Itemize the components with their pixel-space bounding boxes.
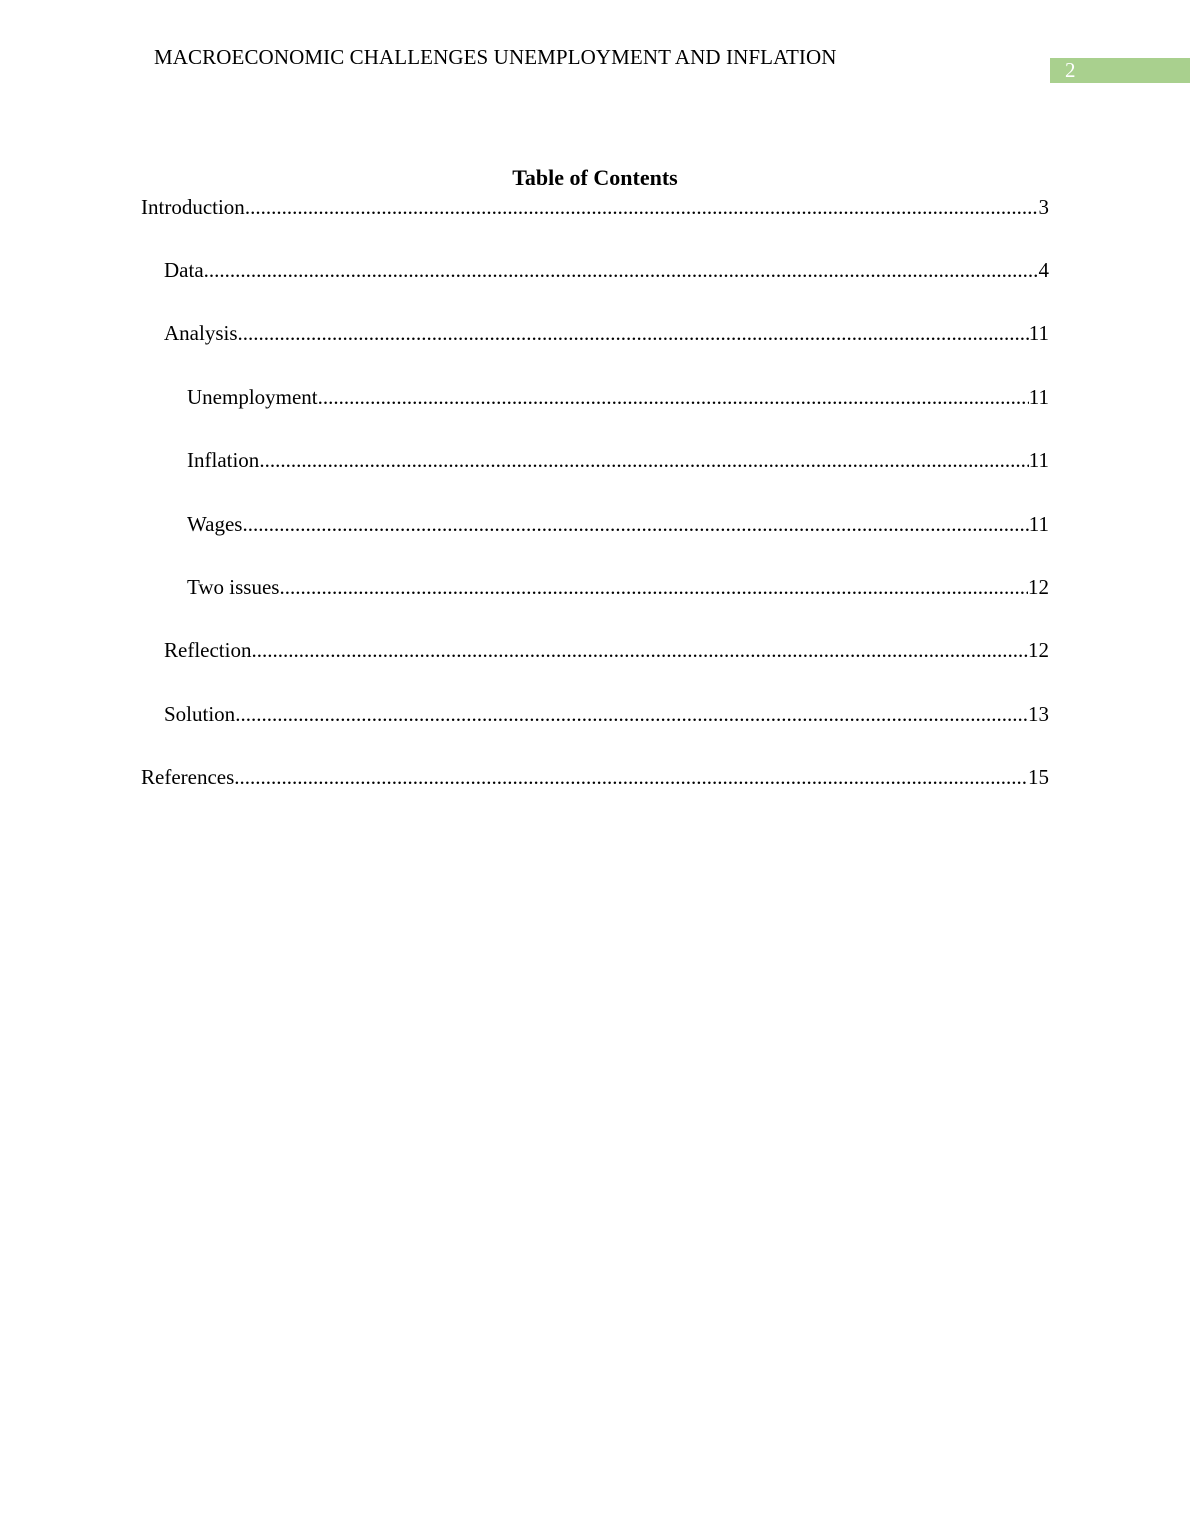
toc-dot-leader — [238, 320, 1029, 346]
toc-entry-label: Solution — [164, 702, 236, 726]
toc-entry-label: Reflection — [164, 638, 252, 662]
toc-entry-references[interactable] — [141, 764, 1049, 790]
toc-title: Table of Contents — [512, 165, 678, 190]
toc-entry-label: References — [141, 765, 235, 789]
toc-entry-label: Inflation — [187, 448, 260, 472]
toc-entry-label: Analysis — [164, 321, 238, 345]
page-number-badge: 2 — [1050, 58, 1190, 83]
toc-entry-page: 11 — [1028, 321, 1049, 345]
toc-dot-leader — [242, 511, 1028, 537]
toc-entry-label: Unemployment — [187, 385, 318, 409]
toc-entry-page: 12 — [1028, 575, 1049, 599]
toc-entry-page: 4 — [1038, 258, 1049, 282]
toc-entry-reflection[interactable] — [164, 637, 1049, 663]
toc-entry-page: 11 — [1028, 512, 1049, 536]
toc-dot-leader — [234, 764, 1028, 790]
toc-entry-label: Wages — [187, 512, 243, 536]
toc-dot-leader — [318, 384, 1029, 410]
toc-entry-unemployment[interactable] — [187, 384, 1049, 410]
toc-entry-page: 15 — [1028, 765, 1049, 789]
toc-dot-leader — [279, 574, 1028, 600]
toc-dot-leader — [235, 701, 1028, 727]
toc-entry-data[interactable] — [164, 257, 1049, 283]
toc-entry-label: Two issues — [187, 575, 280, 599]
toc-entry-page: 3 — [1038, 195, 1049, 219]
toc-entry-page: 11 — [1028, 385, 1049, 409]
toc-entry-introduction[interactable] — [141, 194, 1049, 220]
toc-entry-page: 13 — [1028, 702, 1049, 726]
toc-entry-label: Data — [164, 258, 204, 282]
toc-entry-page: 11 — [1028, 448, 1049, 472]
toc-dot-leader — [259, 447, 1028, 473]
toc-entry-solution[interactable] — [164, 701, 1049, 727]
running-head: MACROECONOMIC CHALLENGES UNEMPLOYMENT AND INFLATION — [154, 45, 837, 69]
toc-entry-inflation[interactable] — [187, 447, 1049, 473]
toc-entry-two-issues[interactable] — [187, 574, 1049, 600]
toc-entry-wages[interactable] — [187, 511, 1049, 537]
toc-dot-leader — [245, 194, 1039, 220]
toc-entry-page: 12 — [1028, 638, 1049, 662]
toc-dot-leader — [204, 257, 1039, 283]
toc-entry-analysis[interactable] — [164, 320, 1049, 346]
toc-dot-leader — [251, 637, 1028, 663]
toc-entry-label: Introduction — [141, 195, 245, 219]
